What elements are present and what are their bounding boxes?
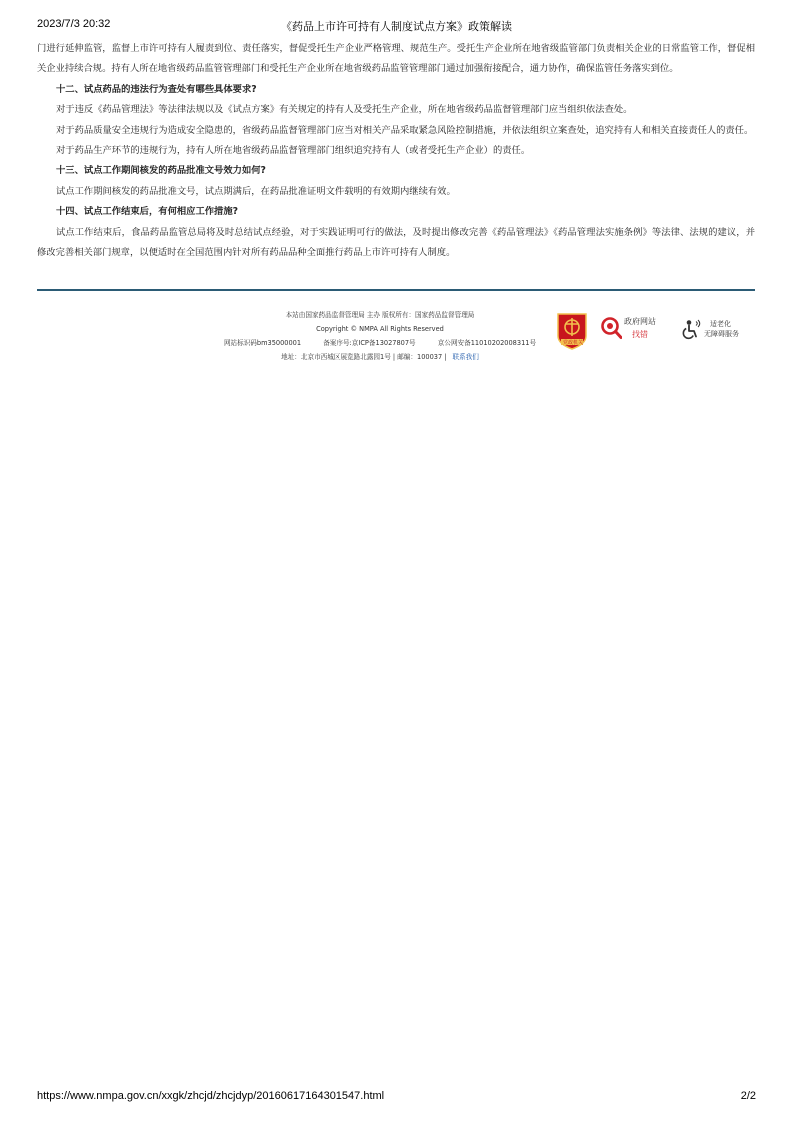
magnifier-icon: [600, 316, 622, 340]
accessibility-service[interactable]: [680, 316, 750, 346]
accessibility-icon: [680, 319, 702, 341]
footer-police-record[interactable]: 京公网安备11010202008311号: [437, 339, 537, 347]
site-footer-info: [190, 308, 570, 364]
print-page-title: 《药品上市许可持有人制度试点方案》政策解读: [281, 21, 512, 33]
party-government-badge[interactable]: [555, 312, 589, 350]
footer-address-row: [190, 350, 570, 364]
article-question-heading: 十二、试点药品的违法行为查处有哪些具体要求?: [56, 83, 257, 95]
article-paragraph: 门进行延伸监管，监督上市许可持有人履责到位、责任落实，督促受托生产企业严格管理、规范生产。受托生产企业所在地省级监管部门负责相关企业的日常监管工作，督促相关企业持续合规。持有人所在地省级药品监管管理部门和受托生产企业所在地省级药品监管管理部门通过加强衔接配合，通力协作，确保监管任务落实到位。: [37, 43, 755, 75]
footer-registration: [190, 336, 570, 350]
print-page-url: https://www.nmpa.gov.cn/xxgk/zhcjd/zhcjdyp/20160617164301547.html: [37, 1090, 385, 1102]
footer-copyright: Copyright © NMPA All Rights Reserved: [316, 325, 444, 333]
print-footer: [37, 1090, 756, 1104]
contact-us-link[interactable]: 联系我们: [452, 353, 479, 361]
print-datetime: 2023/7/3 20:32: [37, 18, 111, 30]
gov-website-error-report[interactable]: [600, 314, 668, 344]
article-body: [37, 39, 755, 263]
footer-sponsor: 本站由国家药品监督管理局 主办 版权所有：国家药品监督管理局: [285, 311, 475, 319]
footer-divider: [37, 289, 755, 291]
party-badge-label: 党政机关: [563, 340, 584, 346]
article-paragraph: 试点工作结束后，食品药品监管总局将及时总结试点经验，对于实践证明可行的做法，及时提出修改完善《药品管理法》《药品管理法实施条例》等法律、法规的建议，并修改完善相关部门规章，以便适时在全国范围内针对所有药品品种全面推行药品上市许可持有人制度。: [37, 226, 755, 259]
print-header: [37, 18, 756, 34]
footer-icp[interactable]: 备案序号:京ICP备13027807号: [323, 339, 416, 347]
gov-error-action: 找错: [632, 330, 648, 339]
footer-site-code: 网站标识码bm35000001: [223, 339, 302, 347]
article-paragraph: 试点工作期间核发的药品批准文号，试点期满后，在药品批准证明文件载明的有效期内继续有效。: [56, 185, 456, 197]
footer-address: 地址：北京市西城区展览路北露园1号 | 邮编：100037 |: [281, 353, 447, 361]
article-paragraph: 对于药品生产环节的违规行为，持有人所在地省级药品监督管理部门组织追究持有人（或者受托生产企业）的责任。: [56, 145, 531, 157]
article-paragraph: 对于药品质量安全违规行为造成安全隐患的，省级药品监督管理部门应当对相关产品采取紧急风险控制措施，并依法组织立案查处，追究持有人和相关直接责任人的责任。: [56, 124, 754, 136]
print-page-number: 2/2: [740, 1090, 756, 1102]
accessibility-label-barrier-free: 无障碍服务: [704, 330, 739, 338]
accessibility-label-elderly: 适老化: [710, 320, 731, 328]
article-paragraph: 对于违反《药品管理法》等法律法规以及《试点方案》有关规定的持有人及受托生产企业，所在地省级药品监督管理部门应当组织依法查处。: [56, 104, 633, 116]
gov-error-label: 政府网站: [624, 317, 656, 326]
article-question-heading: 十三、试点工作期间核发的药品批准文号效力如何?: [56, 165, 266, 177]
article-question-heading: 十四、试点工作结束后，有何相应工作措施?: [56, 206, 239, 218]
